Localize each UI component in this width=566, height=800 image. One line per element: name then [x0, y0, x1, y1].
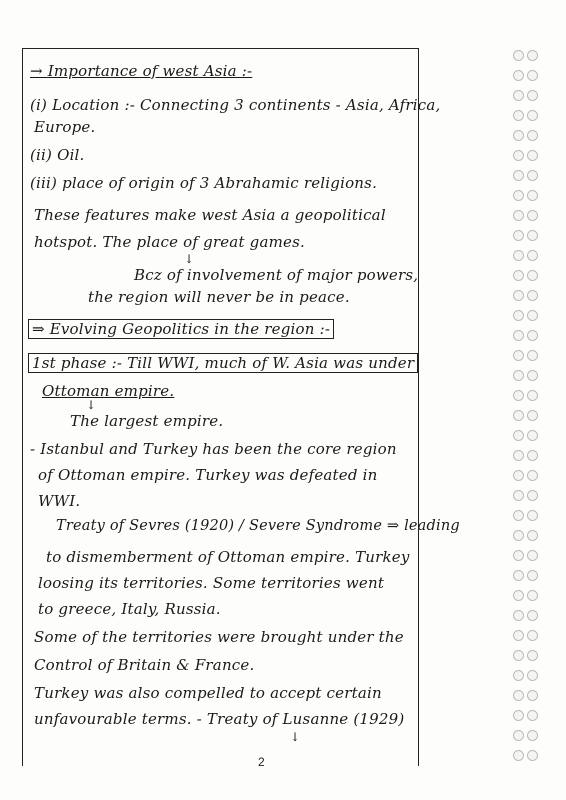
note-line: (i) Location :- Connecting 3 continents - Asia, Africa, — [30, 96, 441, 114]
note-line: Ottoman empire. — [42, 382, 175, 400]
note-line: Bcz of involvement of major powers, — [134, 266, 419, 284]
note-line: Treaty of Sevres (1920) / Severe Syndrome ⇒ leading — [56, 518, 460, 534]
note-heading: → Importance of west Asia :- — [30, 62, 253, 80]
arrow-down-icon: ↓ — [86, 398, 97, 412]
note-line: - Istanbul and Turkey has been the core region — [30, 440, 397, 458]
note-line: unfavourable terms. - Treaty of Lusanne (1929) — [34, 710, 405, 728]
note-line: These features make west Asia a geopolitical — [34, 206, 386, 224]
margin-right-rule — [418, 48, 419, 766]
note-line: to dismemberment of Ottoman empire. Turkey — [46, 548, 410, 566]
note-line: the region will never be in peace. — [88, 288, 350, 306]
note-line: (iii) place of origin of 3 Abrahamic religions. — [30, 174, 378, 192]
arrow-down-icon: ↓ — [290, 730, 301, 744]
note-line: Control of Britain & France. — [34, 656, 255, 674]
note-line: WWI. — [38, 492, 81, 510]
note-line: hotspot. The place of great games. — [34, 233, 305, 251]
spiral-binding — [505, 40, 555, 780]
note-line: Turkey was also compelled to accept certain — [34, 684, 382, 702]
section-heading: ⇒ Evolving Geopolitics in the region :- — [28, 320, 334, 338]
note-line: of Ottoman empire. Turkey was defeated in — [38, 466, 378, 484]
note-line: The largest empire. — [70, 412, 224, 430]
note-line: to greece, Italy, Russia. — [38, 600, 221, 618]
note-line: Some of the territories were brought under the — [34, 628, 404, 646]
page-number: 2 — [258, 755, 265, 769]
margin-top-rule — [22, 48, 419, 49]
arrow-down-icon: ↓ — [184, 252, 195, 266]
note-line: (ii) Oil. — [30, 146, 85, 164]
margin-left-rule — [22, 48, 23, 766]
note-line: 1st phase :- Till WWI, much of W. Asia was under — [28, 354, 418, 372]
note-line: Europe. — [34, 118, 96, 136]
note-line: loosing its territories. Some territories went — [38, 574, 385, 592]
